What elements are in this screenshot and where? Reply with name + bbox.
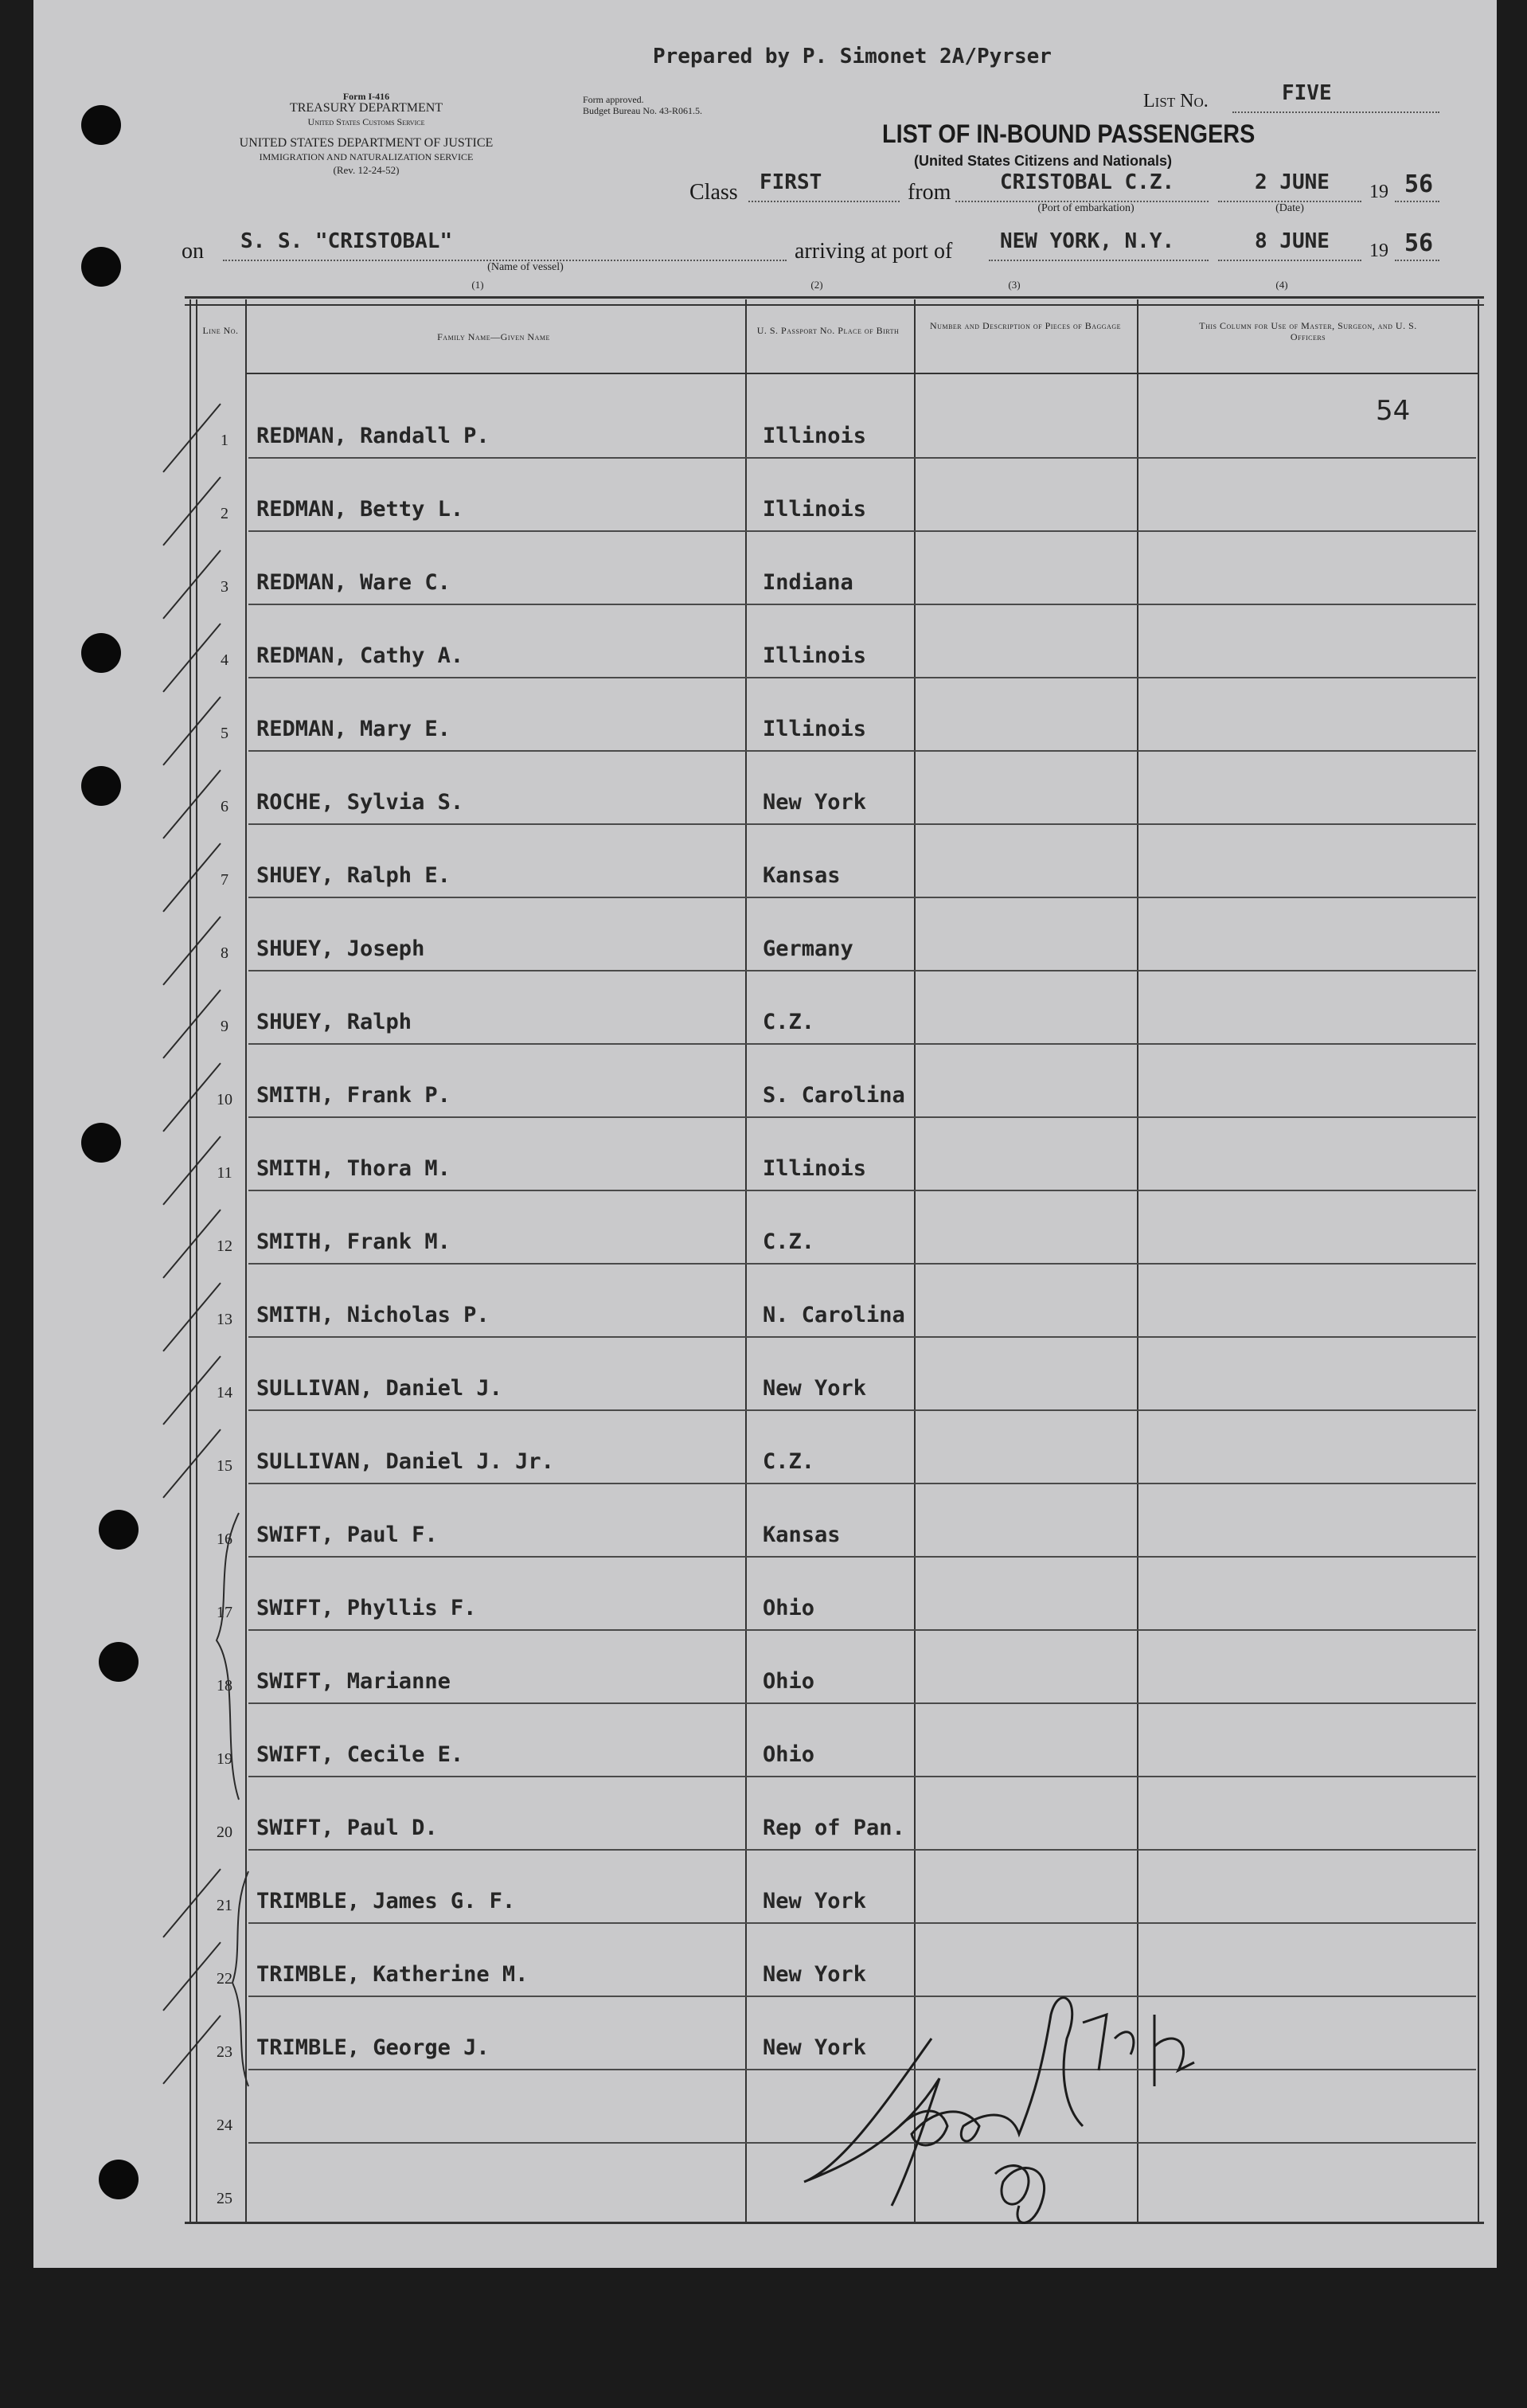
line-number: 20 (217, 1824, 232, 1841)
line-number: 12 (217, 1237, 232, 1255)
passenger-name: TRIMBLE, Katherine M. (256, 1962, 529, 1987)
line-number: 24 (217, 2117, 232, 2134)
officer-signature (780, 1967, 1274, 2238)
customs-service: United States Customs Service (307, 116, 425, 127)
place-of-birth: New York (763, 1889, 867, 1914)
line-number: 2 (221, 505, 228, 522)
place-of-birth: S. Carolina (763, 1083, 905, 1108)
vessel-name: S. S. "CRISTOBAL" (240, 229, 453, 253)
on-label: on (182, 239, 204, 264)
class-value: FIRST (760, 170, 822, 194)
date-caption: (Date) (1275, 202, 1304, 214)
line-number: 19 (217, 1750, 232, 1768)
officer-note: 54 (1376, 395, 1411, 427)
from-value: CRISTOBAL C.Z. (1000, 170, 1175, 194)
passenger-name: SMITH, Thora M. (256, 1156, 451, 1181)
place-of-birth: C.Z. (763, 1449, 815, 1474)
arriving-label: arriving at port of (795, 239, 953, 264)
header-baggage: Number and Description of Pieces of Baggage (930, 320, 1121, 331)
vessel-caption: (Name of vessel) (487, 261, 564, 273)
line-number: 14 (217, 1384, 232, 1401)
passenger-name: REDMAN, Cathy A. (256, 643, 464, 668)
passenger-name: SWIFT, Paul D. (256, 1816, 438, 1840)
place-of-birth: Ohio (763, 1596, 815, 1620)
passenger-name: REDMAN, Mary E. (256, 717, 451, 741)
treasury-dept: TREASURY DEPARTMENT (289, 101, 443, 115)
place-of-birth: New York (763, 2035, 867, 2060)
passenger-name: SWIFT, Phyllis F. (256, 1596, 477, 1620)
from-label: from (908, 180, 951, 205)
place-of-birth: Germany (763, 936, 853, 961)
line-number: 22 (217, 1970, 232, 1988)
place-of-birth: Kansas (763, 1523, 841, 1547)
passenger-name: SWIFT, Paul F. (256, 1523, 438, 1547)
place-of-birth: Illinois (763, 643, 867, 668)
justice-dept: UNITED STATES DEPARTMENT OF JUSTICE (239, 136, 494, 150)
place-of-birth: Illinois (763, 1156, 867, 1181)
header-line-no: Line No. (202, 325, 239, 336)
prepared-by: Prepared by P. Simonet 2A/Pyrser (653, 45, 1052, 68)
passenger-name: TRIMBLE, George J. (256, 2035, 490, 2060)
passenger-name: ROCHE, Sylvia S. (256, 790, 464, 815)
line-number: 3 (221, 578, 228, 596)
passenger-name: REDMAN, Betty L. (256, 497, 464, 522)
col-num-1: (1) (471, 279, 484, 291)
passenger-name: SMITH, Frank P. (256, 1083, 451, 1108)
passenger-name: SMITH, Frank M. (256, 1229, 451, 1254)
line-number: 8 (221, 944, 228, 962)
line-number: 5 (221, 725, 228, 742)
line-number: 9 (221, 1018, 228, 1035)
header-officers: This Column for Use of Master, Surgeon, and U. S. Officers (1199, 320, 1417, 342)
passenger-name: SHUEY, Joseph (256, 936, 425, 961)
line-number: 23 (217, 2043, 232, 2061)
line-number: 21 (217, 1897, 232, 1914)
place-of-birth: New York (763, 1376, 867, 1401)
line-number: 15 (217, 1457, 232, 1475)
line-number: 16 (217, 1530, 232, 1548)
page-title: LIST OF IN-BOUND PASSENGERS (882, 119, 1256, 148)
place-of-birth: Ohio (763, 1669, 815, 1694)
col-num-2: (2) (810, 279, 823, 291)
line-number: 4 (221, 651, 228, 669)
place-of-birth: C.Z. (763, 1229, 815, 1254)
line-number: 11 (217, 1164, 232, 1182)
passenger-name: SHUEY, Ralph (256, 1010, 412, 1034)
arrival-port: NEW YORK, N.Y. (1000, 229, 1175, 253)
line-number: 18 (217, 1677, 232, 1695)
place-of-birth: N. Carolina (763, 1303, 905, 1327)
form-revision: (Rev. 12-24-52) (333, 164, 400, 176)
passenger-name: REDMAN, Ware C. (256, 570, 451, 595)
passenger-name: SHUEY, Ralph E. (256, 863, 451, 888)
ins-service: IMMIGRATION AND NATURALIZATION SERVICE (259, 151, 474, 162)
place-of-birth: Illinois (763, 717, 867, 741)
place-of-birth: Illinois (763, 497, 867, 522)
col-num-4: (4) (1275, 279, 1288, 291)
passenger-name: TRIMBLE, James G. F. (256, 1889, 516, 1914)
arrival-year: 56 (1404, 229, 1434, 257)
line-number: 17 (217, 1604, 232, 1621)
passenger-name: SULLIVAN, Daniel J. (256, 1376, 502, 1401)
list-no-label: List No. (1143, 91, 1209, 111)
place-of-birth: C.Z. (763, 1010, 815, 1034)
line-number: 7 (221, 871, 228, 889)
page-subtitle: (United States Citizens and Nationals) (914, 153, 1173, 169)
line-number: 1 (221, 432, 228, 449)
arrival-year-prefix: 19 (1369, 240, 1388, 261)
place-of-birth: New York (763, 1962, 867, 1987)
budget-bureau: Budget Bureau No. 43-R061.5. (583, 105, 702, 116)
place-of-birth: Indiana (763, 570, 853, 595)
form-approved: Form approved. (583, 94, 644, 105)
header-passport: U. S. Passport No. Place of Birth (756, 325, 900, 336)
passenger-name: REDMAN, Randall P. (256, 424, 490, 448)
place-of-birth: Kansas (763, 863, 841, 888)
passenger-name: SWIFT, Cecile E. (256, 1742, 464, 1767)
depart-date: 2 JUNE (1255, 170, 1330, 194)
line-number: 10 (217, 1091, 232, 1108)
place-of-birth: Rep of Pan. (763, 1816, 905, 1840)
class-label: Class (689, 180, 738, 205)
place-of-birth: Illinois (763, 424, 867, 448)
list-no-value: FIVE (1282, 81, 1332, 105)
col-num-3: (3) (1008, 279, 1021, 291)
place-of-birth: Ohio (763, 1742, 815, 1767)
arrival-date: 8 JUNE (1255, 229, 1330, 253)
line-number: 13 (217, 1311, 232, 1328)
passenger-name: SMITH, Nicholas P. (256, 1303, 490, 1327)
line-number: 25 (217, 2190, 232, 2207)
header-name: Family Name—Given Name (437, 331, 550, 342)
depart-year: 56 (1404, 170, 1434, 198)
depart-year-prefix: 19 (1369, 182, 1388, 202)
line-number: 6 (221, 798, 228, 815)
embark-caption: (Port of embarkation) (1037, 202, 1135, 214)
passenger-name: SULLIVAN, Daniel J. Jr. (256, 1449, 554, 1474)
form-number: Form I-416 (342, 91, 390, 102)
place-of-birth: New York (763, 790, 867, 815)
passenger-name: SWIFT, Marianne (256, 1669, 451, 1694)
